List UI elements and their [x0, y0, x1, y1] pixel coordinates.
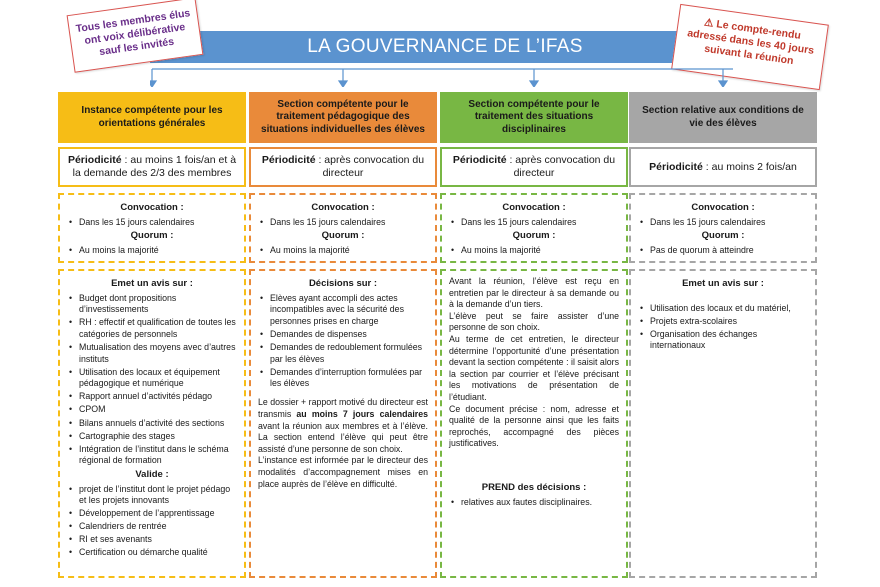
quorum-item: • Au moins la majorité [67, 245, 237, 257]
list-item: • Certification ou démarche qualité [67, 547, 237, 559]
periodicity-label: Périodicité [649, 160, 703, 173]
procedure-paragraph: Avant la réunion, l’élève est reçu en entretien par le directeur à sa demande ou à la demande d’un tiers. [449, 276, 619, 310]
dossier-deadline: au moins 7 jours calendaires [296, 408, 429, 419]
list-item: • Mutualisation des moyens avec d’autres instituts [67, 342, 237, 365]
quorum-item: • Au moins la majorité [449, 245, 619, 257]
periodicity-text: : après convocation du directeur [506, 154, 616, 179]
convocation-label: Convocation : [502, 202, 566, 213]
periodicity-box [58, 147, 246, 187]
note-report-text: Le compte-rendu adressé dans les 40 jours suivant la réunion [686, 18, 815, 68]
convocation-label: Convocation : [311, 202, 375, 213]
quorum-label: Quorum : [321, 230, 365, 242]
section-title: Valide : [135, 468, 169, 480]
list-item: • RH : effectif et qualification de toutes les catégories de personnels [67, 317, 237, 340]
dossier-text-c: avant la réunion aux membres et à l’élève. La section entend l’élève qui peut être assisté d’une personne de son choix. [258, 420, 428, 454]
convocation-item: • Dans les 15 jours calendaires [258, 217, 428, 229]
list-item: • CPOM [67, 404, 237, 416]
quorum-label: Quorum : [130, 230, 174, 242]
procedure-paragraph: L’élève peut se faire assister d’une personne de son choix. [449, 310, 619, 333]
list-item: • Rapport annuel d’activités pédago [67, 391, 237, 403]
procedure-paragraph: Au terme de cet entretien, le directeur détermine l’opportunité d’une présentation devant la section compétente : il saisit alors la section par courrier et l’élève précisant les motivations de présentation de l’étudiant. [449, 333, 619, 402]
periodicity-box [249, 147, 437, 187]
list-item: • projet de l’institut dont le projet pédago et les projets innovants [67, 484, 237, 507]
column-header-disciplinaire: Section compétente pour le traitement des situations disciplinaires [440, 92, 628, 143]
convocation-item: • Dans les 15 jours calendaires [67, 217, 237, 229]
quorum-label: Quorum : [701, 230, 745, 242]
quorum-item: • Pas de quorum à atteindre [638, 245, 808, 257]
dossier-text-a: Le dossier + rapport motivé du directeur est transmis [258, 397, 428, 419]
competences-box-disciplinaire [440, 269, 628, 578]
convocation-item: • Dans les 15 jours calendaires [449, 217, 619, 229]
periodicity-label: Périodicité [67, 154, 122, 166]
list-item: • Demandes de redoublement formulées par les élèves [258, 342, 428, 365]
dossier-paragraph [258, 397, 428, 455]
convocation-quorum-box [629, 193, 817, 263]
column-header-orientations: Instance compétente pour les orientations générales [58, 92, 246, 143]
section-title: PREND des décisions : [481, 481, 587, 493]
column-header-pedagogique: Section compétente pour le traitement pédagogique des situations individuelles des élèves [249, 92, 437, 143]
convocation-quorum-box [440, 193, 628, 263]
list-item: • RI et ses avenants [67, 534, 237, 546]
list-item: • Demandes de dispenses [258, 329, 428, 341]
convocation-quorum-box [249, 193, 437, 263]
competences-box-pedagogique [249, 269, 437, 578]
convocation-quorum-box [58, 193, 246, 263]
quorum-label: Quorum : [512, 230, 556, 242]
periodicity-text: : au moins 2 fois/an [702, 160, 797, 173]
periodicity-label: Périodicité [452, 154, 507, 166]
note-voting-members: Tous les membres élus ont voix délibérative sauf les invités [67, 0, 204, 73]
periodicity-label: Périodicité [261, 154, 316, 166]
list-item: • Calendriers de rentrée [67, 521, 237, 533]
list-item: • Développement de l’apprentissage [67, 508, 237, 520]
periodicity-text: : au moins 1 fois/an et à la demande des 2/3 des membres [72, 154, 237, 179]
list-item: • Projets extra-scolaires [638, 316, 808, 328]
convocation-label: Convocation : [120, 202, 184, 213]
competences-box-orientations [58, 269, 246, 578]
list-item: • Bilans annuels d’activité des sections [67, 418, 237, 430]
periodicity-text: : après convocation du directeur [315, 154, 425, 179]
periodicity-box [629, 147, 817, 187]
section-title: Emet un avis sur : [682, 278, 764, 289]
banner-connector [150, 67, 735, 87]
periodicity-box [440, 147, 628, 187]
procedure-paragraph: Ce document précise : nom, adresse et qualité de la personne ainsi que les faits reprochés, accompagné des pièces justificatives. [449, 403, 619, 449]
list-item: • Budget dont propositions d’investissements [67, 293, 237, 316]
list-item: • Utilisation des locaux et du matériel, [638, 303, 808, 315]
list-item: • Utilisation des locaux et équipement pédagogique et numérique [67, 367, 237, 390]
list-item: • Cartographie des stages [67, 431, 237, 443]
column-header-vie-eleves: Section relative aux conditions de vie des élèves [629, 92, 817, 143]
section-title: Emet un avis sur : [111, 278, 193, 289]
quorum-item: • Au moins la majorité [258, 245, 428, 257]
list-item: • Intégration de l’institut dans le schéma régional de formation [67, 444, 237, 467]
list-item: • Organisation des échanges internationaux [638, 329, 808, 352]
competences-box-vie-eleves [629, 269, 817, 578]
convocation-label: Convocation : [691, 202, 755, 213]
accompaniment-paragraph: L’instance est informée par le directeur des modalités d’accompagnement mises en place auprès de l’élève en difficulté. [258, 455, 428, 489]
convocation-item: • Dans les 15 jours calendaires [638, 217, 808, 229]
list-item: • relatives aux fautes disciplinaires. [449, 497, 619, 509]
list-item: • Demandes d’interruption formulées par les élèves [258, 367, 428, 390]
warning-icon: ⚠ [703, 16, 715, 30]
page-title: LA GOUVERNANCE DE L’IFAS [150, 31, 740, 63]
list-item: • Elèves ayant accompli des actes incompatibles avec la sécurité des personnes prises en charge [258, 293, 428, 328]
section-title: Décisions sur : [308, 278, 378, 289]
